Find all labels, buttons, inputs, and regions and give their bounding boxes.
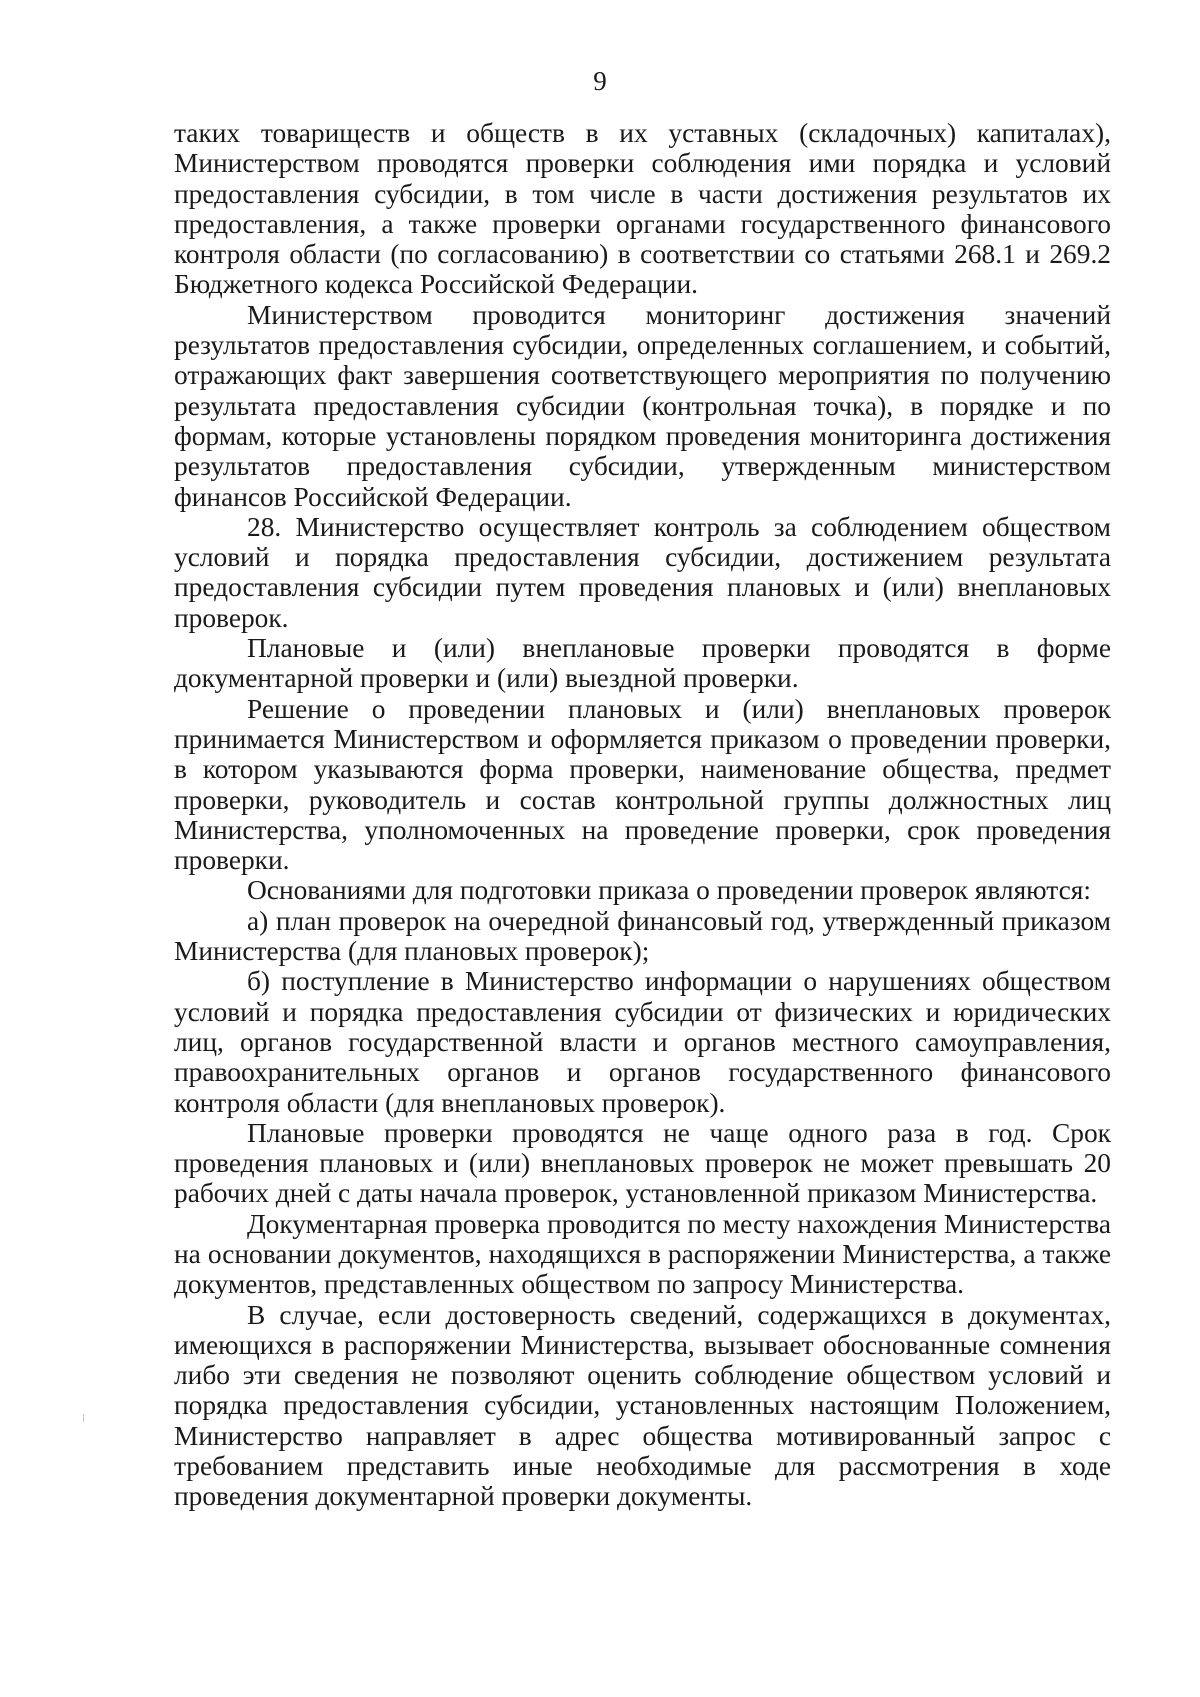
paragraph-p8: Плановые проверки проводятся не чаще одного раза в год. Срок проведения плановых и (или) внеплановых проверок не может превышать 20 рабочих дней с даты начала проверок, установленной приказом Министерства. (174, 1117, 1111, 1209)
paragraph-p9: Документарная проверка проводится по месту нахождения Министерства на основании документов, находящихся в распоряжении Министерства, а также документов, представленных обществом по запросу Министерства. (174, 1208, 1111, 1300)
scan-artifact-mark (83, 1414, 84, 1422)
paragraph-p1: Министерством проводится мониторинг достижения значений результатов предоставления субсидии, определенных соглашением, и событий, отражающих факт завершения соответствующего мероприятия по получению результата предоставления субсидии (контрольная точка), в порядке и по формам, которые установлены порядком проведения мониторинга достижения результатов предоставления субсидии, утвержденным министерством финансов Российской Федерации. (174, 299, 1111, 512)
paragraph-p7: б) поступление в Министерство информации о нарушениях обществом условий и порядка предоставления субсидии от физических и юридических лиц, органов государственной власти и органов местного самоуправления, правоохранительных органов и органов государственного финансового контроля области (для внеплановых проверок). (174, 966, 1111, 1118)
paragraph-p6: а) план проверок на очередной финансовый год, утвержденный приказом Министерства (для плановых проверок); (174, 905, 1111, 967)
document-body (174, 118, 1111, 1512)
page-number: 9 (593, 66, 607, 96)
paragraph-p3: Плановые и (или) внеплановые проверки проводятся в форме документарной проверки и (или) выездной проверки. (174, 633, 1111, 694)
paragraph-p4: Решение о проведении плановых и (или) внеплановых проверок принимается Министерством и оформляется приказом о проведении проверки, в котором указываются форма проверки, наименование общества, предмет проверки, руководитель и состав контрольной группы должностных лиц Министерства, уполномоченных на проведение проверки, срок проведения проверки. (174, 693, 1111, 876)
paragraph-p5: Основаниями для подготовки приказа о проведении проверок являются: (247, 875, 1091, 906)
paragraph-p10: В случае, если достоверность сведений, содержащихся в документах, имеющихся в распоряжении Министерства, вызывает обоснованные сомнения либо эти сведения не позволяют оценить соблюдение обществом условий и порядка предоставления субсидии, установленных настоящим Положением, Министерство направляет в адрес общества мотивированный запрос с требованием представить иные необходимые для рассмотрения в ходе проведения документарной проверки документы. (174, 1299, 1111, 1512)
paragraph-p2: 28. Министерство осуществляет контроль за соблюдением обществом условий и порядка предоставления субсидии, достижением результата предоставления субсидии путем проведения плановых и (или) внеплановых проверок. (174, 511, 1111, 633)
paragraph-p0: таких товариществ и обществ в их уставных (складочных) капиталах), Министерством проводятся проверки соблюдения ими порядка и условий предоставления субсидии, в том числе в части достижения результатов их предоставления, а также проверки органами государственного финансового контроля области (по согласованию) в соответствии со статьями 268.1 и 269.2 Бюджетного кодекса Российской Федерации. (174, 118, 1111, 300)
